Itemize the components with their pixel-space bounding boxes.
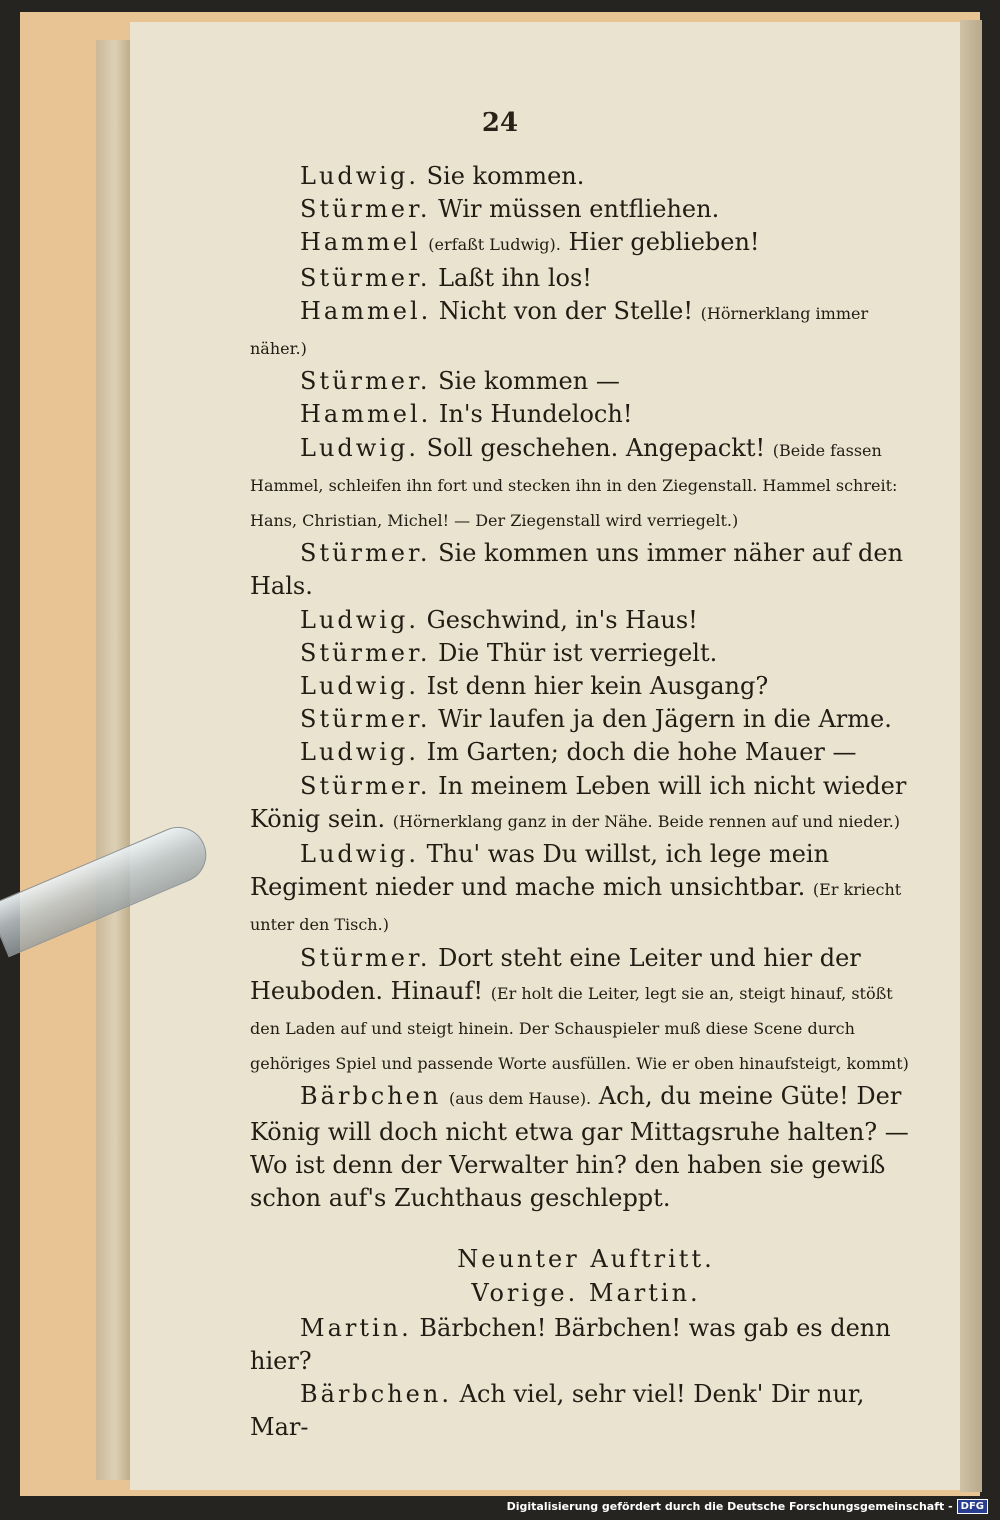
speaker: Stürmer. [300,539,431,568]
dialog-line [250,838,922,942]
dialog-line [250,604,922,637]
speech: Dort steht eine Leiter und hier der Heuboden. Hinauf! [250,943,861,1005]
speech: Ach viel, sehr viel! Denk' Dir nur, Mar- [250,1380,865,1442]
speaker: Bärbchen. [300,1380,452,1409]
page-text [250,160,922,1445]
speech: Im Garten; doch die hohe Mauer — [426,738,857,767]
dialog-line [250,637,922,670]
dfg-logo: DFG [957,1499,988,1514]
stage-direction: (Hörnerklang ganz in der Nähe. Beide rennen auf und nieder.) [392,811,901,831]
scene-cast: Vorige. Martin. [471,1278,701,1307]
dialog-line [250,432,922,538]
page-right-edge [960,20,982,1492]
speaker: Ludwig. [300,162,419,190]
speaker: Stürmer. [300,263,431,292]
speaker: Stürmer. [300,943,431,972]
stage-direction: (erfaßt Ludwig). [428,235,561,255]
dialog-line [250,736,922,769]
speaker: Bärbchen [300,1082,442,1111]
dialog-line [250,703,922,736]
speaker: Hammel [300,228,421,257]
dialog-line [250,770,922,838]
speech: In meinem Leben will ich nicht wieder König sein. [250,771,907,833]
speech: Thu' was Du willst, ich lege mein Regiment nieder und mache mich unsichtbar. [250,840,830,902]
dialog-line [250,1312,922,1378]
speech: Sie kommen — [438,367,620,396]
speech: Laßt ihn los! [438,263,592,292]
footer-credit [507,1498,988,1514]
dialog-line [250,365,922,398]
stage-direction: (Hörnerklang immer näher.) [250,303,869,359]
speaker: Ludwig. [300,738,419,767]
speaker: Hammel. [300,400,432,429]
speaker: Stürmer. [300,195,431,224]
speaker: Ludwig. [300,840,419,869]
speaker: Stürmer. [300,367,431,396]
speaker: Martin. [300,1313,412,1342]
dialog-line [250,942,922,1081]
speaker: Ludwig. [300,672,419,701]
dialog-line [250,262,922,295]
dialog-line [250,1378,922,1444]
dialog-line [250,398,922,431]
dialog-line [250,160,922,193]
speech: In's Hundeloch! [438,400,633,429]
speech: Ach, du meine Güte! Der König will doch nicht etwa gar Mittagsruhe halten? — Wo ist denn der Verwalter hin? den haben sie gewiß schon auf's Zuchthaus geschleppt. [250,1082,909,1213]
footer-text: Digitalisierung gefördert durch die Deutsche Forschungsgemeinschaft - [506,1499,953,1513]
stage-direction: (Er holt die Leiter, legt sie an, steigt hinauf, stößt den Laden auf und steigt hinein. Der Schauspieler muß diese Scene durch gehöriges Spiel und passende Worte ausfüllen. Wie er oben hinaufsteigt, kommt) [250,983,909,1074]
scene-heading: Neunter Auftritt. [457,1245,715,1274]
dialog-line [250,1080,922,1215]
stage-direction: (Er kriecht unter den Tisch.) [250,880,902,935]
speech: Die Thür ist verriegelt. [438,638,718,667]
speech: Soll geschehen. Angepackt! [426,433,766,462]
stage-direction: (Beide fassen Hammel, schleifen ihn fort und stecken ihn in den Ziegenstall. Hammel schreit: Hans, Christian, Michel! — Der Ziegenstall wird verriegelt.) [250,440,898,531]
speaker: Stürmer. [300,638,431,667]
speech: Wir müssen entfliehen. [438,195,720,224]
speaker: Stürmer. [300,705,431,734]
speech: Sie kommen uns immer näher auf den Hals. [250,539,904,601]
speech: Ist denn hier kein Ausgang? [426,672,769,701]
speaker: Ludwig. [300,433,419,462]
dialog-line [250,226,922,261]
speech: Bärbchen! Bärbchen! was gab es denn hier? [250,1313,891,1375]
speaker: Stürmer. [300,771,431,800]
speech: Sie kommen. [426,162,585,190]
stage-direction: (aus dem Hause). [448,1089,592,1109]
page-number: 24 [481,108,519,138]
dialog-line [250,193,922,226]
dialog-line [250,670,922,703]
speech: Hier geblieben! [568,228,760,257]
speaker: Hammel. [300,296,432,325]
speech: Wir laufen ja den Jägern in die Arme. [438,705,892,734]
dialog-line [250,295,922,365]
speaker: Ludwig. [300,605,419,634]
speech: Geschwind, in's Haus! [426,605,698,634]
speech: Nicht von der Stelle! [438,296,694,325]
dialog-line [250,537,922,603]
